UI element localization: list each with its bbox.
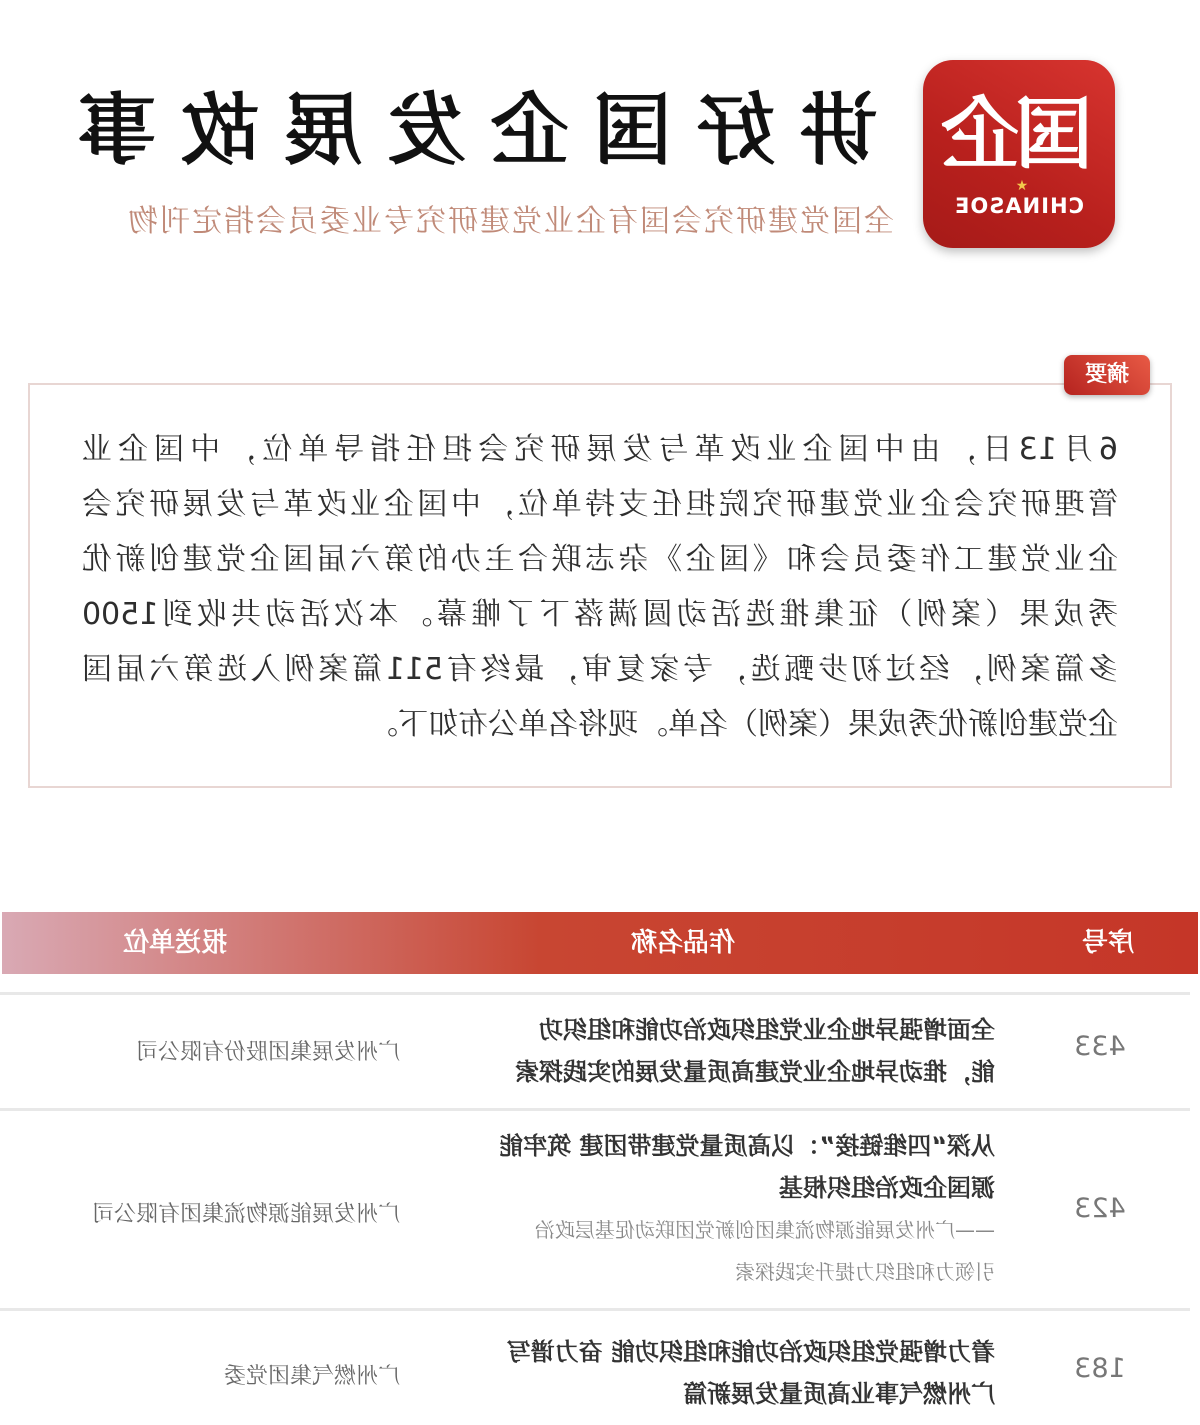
row-title-line: 从深“四维链接”：以高质量党建带团建 筑牢能 [499,1132,995,1160]
title-char: 故 [181,86,260,176]
title-char: 好 [696,86,775,176]
row-no: 183 [1074,1353,1126,1384]
row-title [425,1009,995,1093]
abstract-line: 多篇案例，经过初步甄选，专家复审，最终有511篇案例入选第六届国 [82,652,1118,687]
title-char: 讲 [799,86,878,176]
table-row [0,992,1190,1108]
row-title-line: 源国企政治组织根基 [779,1174,995,1202]
row-subtitle-line: 引领力和组织力提升实践探索 [735,1260,995,1284]
column-header-unit: 报送单位 [123,928,228,958]
title-char: 事 [78,86,157,176]
abstract-line: 6月13日，由中国企业改革与发展研究会担任指导单位，中国企业 [82,432,1118,467]
row-title-line: 着力增强党组织政治功能和组织功能 奋力谱写 [506,1338,995,1366]
row-subtitle-line: ——广州发展能源物流集团创新党团联动促基层政治 [535,1218,995,1242]
row-no: 433 [1074,1031,1126,1062]
abstract-line: 管理研究会企业党建研究院担任支持单位，中国企业改革与发展研究会 [82,487,1118,522]
column-header-no: 序号 [1082,928,1135,958]
star-icon: ★ [1009,178,1029,194]
row-title-line: 全面增强异地企业党组织政治功能和组织功 [539,1016,995,1044]
abstract-line: 企党建创新优秀成果（案例）名单。现将名单公布如下。 [368,707,1118,742]
row-unit: 广州发展集团股份有限公司 [135,1040,400,1065]
row-title [425,1331,995,1415]
title-char: 国 [593,86,672,176]
row-unit: 广州发展能源物流集团有限公司 [91,1202,400,1227]
abstract-line: 秀成果（案例）征集推选活动圆满落下了帷幕。本次活动共收到1500 [82,597,1118,632]
table-row [0,1108,1190,1308]
page-subtitle: 全国党建研究会国有企业党建研究专业委员会指定刊物 [126,204,894,239]
abstract-line: 企业党建工作委员会和《国企》杂志联合主办的第六届国企党建创新优 [82,542,1118,577]
row-title-line: 广州燃气事业高质量发展新篇 [683,1380,995,1408]
abstract-badge: 摘要 [1064,355,1150,395]
logo-chars: 国企 [945,90,1094,180]
logo-english: CHINASOE [954,194,1084,218]
title-char: 企 [490,86,569,176]
row-title [425,1125,995,1293]
row-title-line: 能，推动异地企业党建高质量发展的实践探索 [515,1058,995,1086]
chinasoe-logo [923,60,1115,248]
table-row [0,1308,1190,1425]
abstract-text [82,422,1118,752]
row-no: 423 [1074,1193,1126,1224]
column-header-title: 作品名称 [631,928,736,958]
title-char: 展 [284,86,363,176]
title-char: 发 [387,86,466,176]
table-header [2,912,1198,974]
row-unit: 广州燃气集团党委 [223,1364,400,1389]
page-title [78,86,878,176]
